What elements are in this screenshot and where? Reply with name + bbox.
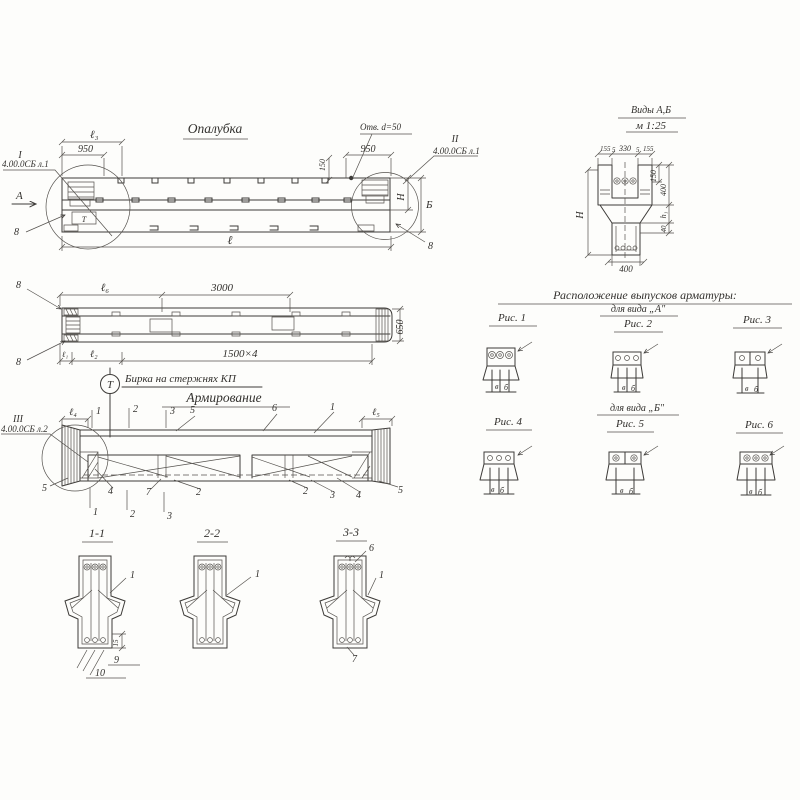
formwork-view [2,121,480,252]
fig6-shape [737,452,775,495]
item5-top-leader [176,416,195,431]
fig3-letter-a: в [745,384,749,393]
formwork-end-details [64,180,388,231]
plan-item8-top: 8 [16,280,21,291]
item6-top-leader [263,414,277,431]
section-1-1 [65,526,140,679]
reinforcement-title: Армирование [186,390,262,405]
fig6-letter-b: б [758,488,763,497]
fig5-letter-b: б [629,487,634,496]
section-2-2-shape [180,556,240,648]
section-2-2-item1: 1 [255,569,260,580]
item8-left-label: 8 [14,227,19,238]
cut-1-top: 1 [96,406,101,417]
fig4-letter-b: б [500,486,505,495]
mark2-ref: 4.00.0СБ л.1 [433,146,480,156]
fig5-shape [606,452,644,494]
hole-label: Отв. d=50 [360,122,401,132]
dim-bottom-400: 400 [619,264,633,274]
section-3-3-annotations [336,541,367,561]
dim-l4: ℓ₄ [69,407,77,418]
dim-l2: ℓ₂ [90,349,98,360]
dim-l6: ℓ₆ [100,282,110,294]
plan-item8-bottom-leader [27,341,65,360]
fig4-shape [480,452,518,494]
plan-item8-bottom: 8 [16,357,21,368]
tag-symbol: Т [106,379,114,391]
mark1-ref: 4.00.0СБ л.1 [2,159,49,169]
item-b4: 2 [303,486,308,497]
tag-box-letter: Т [81,215,87,224]
dim-650: 650 [395,319,406,335]
item-b3: 2 [196,487,201,498]
section-3-3-item1: 1 [379,570,384,581]
item-b0: 5 [42,483,47,494]
item8-left-leader [26,215,65,232]
dim-150: 150 [318,159,327,171]
fig2-letter-a: в [622,383,626,392]
dim-l1: ℓ₁ [62,350,69,359]
fig5-direction-arrow [644,446,658,455]
dim-H-detail: Н [575,211,586,219]
section-3-3-item7: 7 [352,654,357,665]
dim-top-155a: 155 [600,145,611,153]
fig6-direction-arrow [770,446,784,455]
dim-H: Н [396,193,407,201]
fig2-label: Рис. 2 [623,318,653,330]
fig3-letter-b: б [754,385,759,394]
fig1-rebar [489,352,513,359]
plan-view [16,280,406,368]
item-5-top: 5 [190,405,195,416]
section-2-2-item1-leader [227,577,251,595]
section-1-1-item1-leader [110,578,126,593]
section-1-1-item10: 10 [95,668,105,679]
dim-v40: 40 [660,225,668,233]
cut-2-top: 2 [133,404,138,415]
formwork-title: Опалубка [187,121,243,136]
group-a-label: для вида „А″ [610,304,666,315]
fig4-label: Рис. 4 [493,416,523,428]
section-1-1-title: 1-1 [89,526,105,540]
formwork-dim-ticks [59,139,424,250]
mark2-roman: II [451,134,459,145]
section-3-3-shape [320,556,380,648]
section-1-1-dim15: 15 [112,639,120,647]
fig4-letter-a: в [491,485,495,494]
cut-3-top: 3 [170,406,175,417]
mark3-ref: 4.00.0СБ л.2 [1,424,48,434]
dim-v150: 150 [649,170,658,182]
dim-950-right: 950 [360,144,376,155]
dim-overall-length: ℓ [227,233,233,247]
item-1-top: 1 [330,402,335,413]
dim-950-left: 950 [78,144,93,155]
plan-outline [62,308,392,342]
fig3-label: Рис. 3 [742,314,772,326]
fig3-direction-arrow [768,344,782,353]
fig2-rebar [616,356,639,361]
fig4-rebar [488,456,511,461]
detail-title: Виды А,Б [631,105,671,116]
cut-2-bottom: 2 [130,509,135,520]
view-a-label: А [16,190,23,202]
dim-top-155b: 155 [643,145,654,153]
section-1-1-item1: 1 [130,570,135,581]
cut-1-bottom: 1 [93,507,98,518]
fig6-letter-a: в [749,487,753,496]
fig1-letter-a: в [495,382,499,391]
fig4-direction-arrow [518,446,532,455]
group-b-label: для вида „Б″ [609,403,665,414]
dim-3000: 3000 [211,282,233,294]
fig5-label: Рис. 5 [615,418,645,430]
section-2-2-title: 2-2 [204,526,220,540]
item-b6: 4 [356,490,361,501]
dim-B: Б [426,199,433,211]
fig6-label: Рис. 6 [744,419,774,431]
section-1-1-item9: 9 [114,655,119,666]
section-3-3 [320,525,384,665]
item-b5: 3 [330,490,335,501]
dim-top-5a: 5 [612,146,616,154]
tag-note-text: Бирка на стержнях КП [125,373,236,385]
fig2-letter-b: б [631,384,636,393]
fig6-rebar [744,455,768,461]
item-b2: 7 [146,487,151,498]
fig2-direction-arrow [644,344,658,353]
fig5-letter-a: в [620,486,624,495]
dim-l3: ℓ₃ [90,129,99,141]
fig1-label: Рис. 1 [497,312,527,324]
cross-section-rebar [614,178,637,250]
formwork-dim-lines [3,134,478,251]
dim-1500x4: 1500×4 [222,348,258,360]
detail-scale: м 1:25 [636,120,666,132]
section-3-3-title: 3-3 [343,525,359,539]
section-2-2 [180,526,260,648]
hole-center-point [349,176,353,180]
item-b1: 4 [108,486,113,497]
outlet-layout [480,288,792,497]
cross-section-dims [588,118,686,266]
cross-section-detail [575,105,686,274]
fig3-shape [733,352,767,393]
dim-l5: ℓ₅ [372,407,380,418]
reinforcement-outline [62,425,390,486]
dim-top-5b: 5 [636,146,640,154]
item-b7: 5 [398,485,403,496]
fig1-letter-b: б [504,383,509,392]
item8-right-label: 8 [428,241,433,252]
section-3-3-item6: 6 [369,543,374,554]
fig1-direction-arrow [518,342,532,351]
reinforcement-view [1,390,403,522]
section-1-1-annotations [77,542,140,678]
item-6-top: 6 [272,403,277,414]
dim-top-330: 330 [619,144,631,153]
mark3-roman: III [13,414,23,425]
mark1-roman: I [18,150,22,161]
layout-heading: Расположение выпусков арматуры: [553,288,737,302]
dim-h1: h₁ [659,211,668,219]
dim-v400: 400 [659,184,668,196]
reinforcement-bracing [98,455,352,478]
cut-3-bottom: 3 [167,511,172,522]
plan-item8-top-leader [27,289,61,309]
formwork-beam-outline [62,178,390,232]
